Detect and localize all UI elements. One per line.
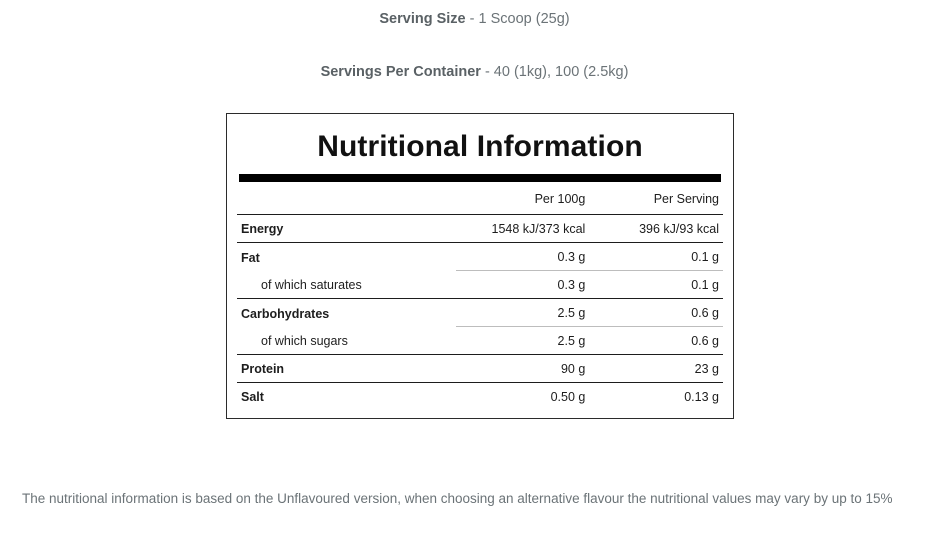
- table-row: [237, 327, 723, 355]
- row-perserving: 0.1 g: [589, 243, 723, 271]
- servings-per-container-label: Servings Per Container: [320, 64, 481, 80]
- serving-size-value: - 1 Scoop (25g): [469, 11, 570, 27]
- row-per100g: 1548 kJ/373 kcal: [456, 215, 590, 243]
- footnote: The nutritional information is based on the Unflavoured version, when choosing an alternative flavour the nutritional values may vary by up to 15%: [22, 491, 893, 506]
- column-header-per100g: Per 100g: [534, 192, 586, 206]
- row-name: Energy: [237, 215, 456, 243]
- row-name: Salt: [237, 383, 456, 411]
- table-row: [237, 215, 723, 243]
- row-name: of which sugars: [261, 334, 348, 348]
- nutrition-table-body: [237, 215, 723, 411]
- table-row: [237, 355, 723, 383]
- row-per100g: 0.3 g: [456, 271, 590, 299]
- row-perserving: 0.1 g: [589, 271, 723, 299]
- nutrition-panel: [226, 113, 734, 419]
- column-header-nutrient: [237, 182, 456, 215]
- servings-per-container-value: - 40 (1kg), 100 (2.5kg): [484, 64, 629, 80]
- row-perserving: 396 kJ/93 kcal: [589, 215, 723, 243]
- row-per100g: 2.5 g: [456, 327, 590, 355]
- table-header-row: [237, 182, 723, 215]
- column-header-perserving: Per Serving: [653, 192, 719, 206]
- table-row: [237, 383, 723, 411]
- row-per100g: 0.50 g: [456, 383, 590, 411]
- serving-size-line: [0, 11, 949, 27]
- row-per100g: 0.3 g: [456, 243, 590, 271]
- row-perserving: 23 g: [589, 355, 723, 383]
- row-name: Carbohydrates: [237, 299, 456, 327]
- row-perserving: 0.6 g: [589, 299, 723, 327]
- row-name: Protein: [237, 355, 456, 383]
- row-perserving: 0.13 g: [589, 383, 723, 411]
- row-perserving: 0.6 g: [589, 327, 723, 355]
- table-row: [237, 243, 723, 271]
- table-row: [237, 299, 723, 327]
- servings-per-container-line: [0, 64, 949, 80]
- serving-size-label: Serving Size: [379, 11, 466, 27]
- row-per100g: 2.5 g: [456, 299, 590, 327]
- row-name: Fat: [237, 243, 456, 271]
- panel-divider: [239, 174, 721, 182]
- nutrition-table: [237, 182, 723, 410]
- panel-title: Nutritional Information: [317, 130, 643, 163]
- row-name: of which saturates: [261, 278, 362, 292]
- table-row: [237, 271, 723, 299]
- row-per100g: 90 g: [456, 355, 590, 383]
- nutrition-table-head: [237, 182, 723, 215]
